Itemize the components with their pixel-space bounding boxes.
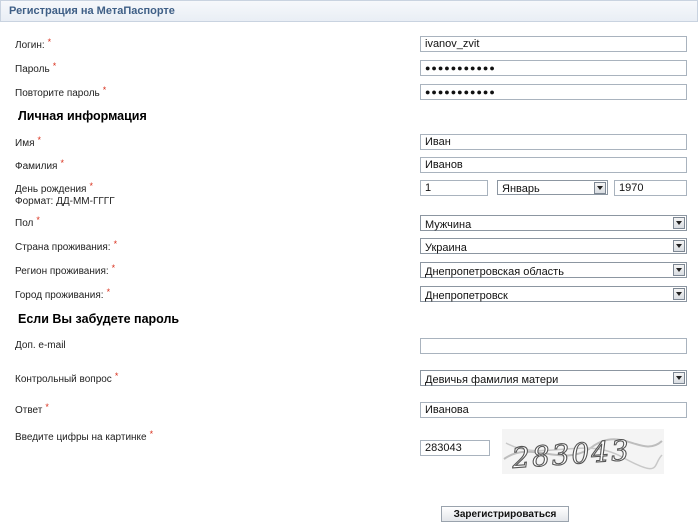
- required-mark: *: [106, 287, 111, 297]
- chevron-down-icon: [673, 240, 685, 252]
- city-label: Город проживания: *: [15, 287, 111, 301]
- birthday-year-input[interactable]: [614, 180, 687, 196]
- answer-label: Ответ *: [15, 402, 49, 416]
- required-mark: *: [60, 158, 64, 168]
- chevron-down-icon: [673, 288, 685, 300]
- login-input[interactable]: [420, 36, 687, 52]
- required-mark: *: [114, 371, 119, 381]
- country-label: Страна проживания: *: [15, 239, 118, 253]
- required-mark: *: [113, 239, 118, 249]
- answer-input[interactable]: [420, 402, 687, 418]
- city-value: Днепропетровск: [425, 290, 508, 302]
- birthday-day-input[interactable]: [420, 180, 488, 196]
- captcha-label: Введите цифры на картинке *: [15, 429, 154, 443]
- birthday-format-hint: Формат: ДД-ММ-ГГГГ: [15, 196, 115, 207]
- region-value: Днепропетровская область: [425, 266, 564, 278]
- extra-email-label: Доп. e-mail: [15, 340, 66, 351]
- chevron-down-icon: [673, 217, 685, 229]
- login-label: Логин: *: [15, 37, 52, 51]
- chevron-down-icon: [594, 182, 606, 194]
- captcha-graphic: [502, 429, 664, 474]
- city-select[interactable]: [420, 286, 687, 302]
- country-select[interactable]: [420, 238, 687, 254]
- chevron-down-icon: [673, 264, 685, 276]
- captcha-image: [502, 429, 664, 474]
- password-repeat-label: Повторите пароль *: [15, 85, 107, 99]
- region-label: Регион проживания: *: [15, 263, 116, 277]
- required-mark: *: [47, 37, 52, 47]
- password-input[interactable]: [420, 60, 687, 76]
- recovery-heading: Если Вы забудете пароль: [18, 312, 180, 326]
- required-mark: *: [45, 402, 49, 412]
- personal-info-heading: Личная информация: [18, 109, 147, 123]
- captcha-input[interactable]: [420, 440, 490, 456]
- password-repeat-input[interactable]: [420, 84, 687, 100]
- required-mark: *: [37, 135, 41, 145]
- required-mark: *: [111, 263, 116, 273]
- country-value: Украина: [425, 242, 467, 254]
- region-select[interactable]: [420, 262, 687, 278]
- captcha-text: 283043: [510, 433, 632, 474]
- birthday-label: День рождения *: [15, 181, 93, 195]
- security-question-label: Контрольный вопрос *: [15, 371, 119, 385]
- last-name-input[interactable]: [420, 157, 687, 173]
- extra-email-input[interactable]: [420, 338, 687, 354]
- chevron-down-icon: [673, 372, 685, 384]
- gender-label: Пол *: [15, 215, 40, 229]
- required-mark: *: [89, 181, 93, 191]
- first-name-label: Имя *: [15, 135, 41, 149]
- register-button[interactable]: Зарегистрироваться: [441, 506, 569, 522]
- required-mark: *: [149, 429, 154, 439]
- required-mark: *: [52, 61, 57, 71]
- panel-header: [0, 0, 698, 22]
- security-question-select[interactable]: [420, 370, 687, 386]
- last-name-label: Фамилия *: [15, 158, 64, 172]
- birthday-month-value: Январь: [502, 183, 540, 195]
- panel-title: Регистрация на МетаПаспорте: [9, 5, 175, 17]
- required-mark: *: [102, 85, 107, 95]
- gender-value: Мужчина: [425, 219, 472, 231]
- required-mark: *: [36, 215, 40, 225]
- password-label: Пароль *: [15, 61, 57, 75]
- first-name-input[interactable]: [420, 134, 687, 150]
- security-question-value: Девичья фамилия матери: [425, 374, 559, 386]
- birthday-month-select[interactable]: [497, 180, 608, 195]
- gender-select[interactable]: [420, 215, 687, 231]
